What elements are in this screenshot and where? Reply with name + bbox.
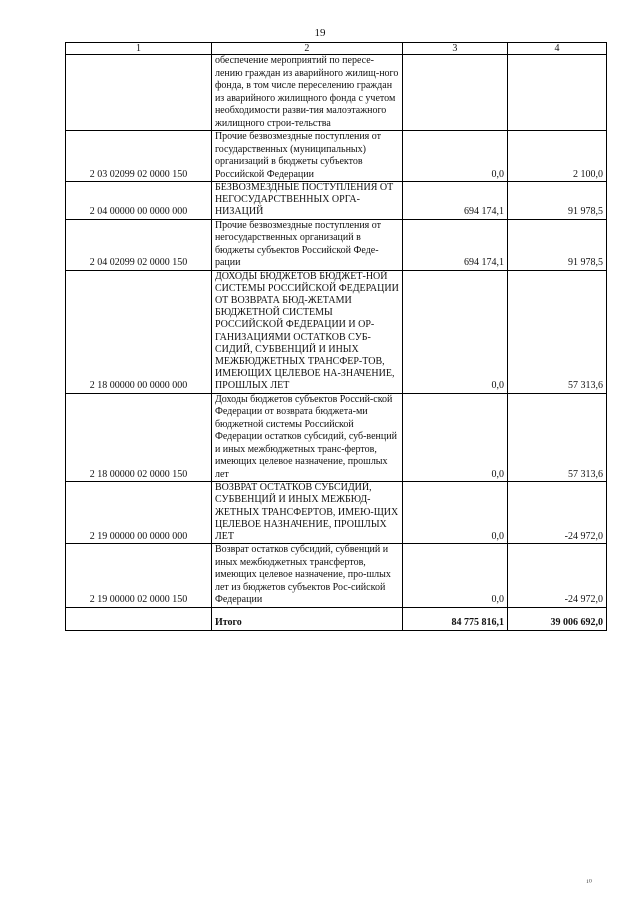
column-header-4: 4 <box>507 43 606 55</box>
table-row <box>66 55 607 131</box>
value-col3-cell: 0,0 <box>402 482 507 544</box>
table-row <box>66 544 607 608</box>
description-cell: Прочие безвозмездные поступления от государственных (муниципальных) организаций в бюджеты субъектов Российской Федерации <box>211 131 402 182</box>
corner-mark: ¹⁰ <box>586 878 592 887</box>
page-number: 19 <box>314 27 326 39</box>
budget-code-cell <box>66 55 212 131</box>
column-header-2: 2 <box>211 43 402 55</box>
total-col3-value: 84 775 816,1 <box>402 607 507 630</box>
total-row <box>66 607 607 630</box>
description-cell: Возврат остатков субсидий, субвенций и иных межбюджетных трансфертов, имеющих целевое назначение, про-шлых лет из бюджетов субъектов Рос-сийской Федерации <box>211 544 402 608</box>
budget-code-cell: 2 18 00000 00 0000 000 <box>66 270 212 393</box>
total-code-cell <box>66 607 212 630</box>
table-row <box>66 219 607 270</box>
value-col4-cell: -24 972,0 <box>507 544 606 608</box>
value-col3-cell: 0,0 <box>402 544 507 608</box>
table-row <box>66 131 607 182</box>
value-col4-cell: 91 978,5 <box>507 219 606 270</box>
budget-code-cell: 2 03 02099 02 0000 150 <box>66 131 212 182</box>
table-row <box>66 182 607 220</box>
table-row <box>66 482 607 544</box>
value-col3-cell: 0,0 <box>402 393 507 482</box>
budget-code-cell: 2 04 00000 00 0000 000 <box>66 182 212 220</box>
budget-code-cell: 2 19 00000 00 0000 000 <box>66 482 212 544</box>
total-col4-value: 39 006 692,0 <box>507 607 606 630</box>
value-col4-cell <box>507 55 606 131</box>
table-row <box>66 393 607 482</box>
value-col3-cell: 694 174,1 <box>402 219 507 270</box>
total-label: Итого <box>211 607 402 630</box>
value-col4-cell: -24 972,0 <box>507 482 606 544</box>
budget-code-cell: 2 18 00000 02 0000 150 <box>66 393 212 482</box>
description-cell: Прочие безвозмездные поступления от негосударственных организаций в бюджеты субъектов Российской Феде-рации <box>211 219 402 270</box>
table-header-row <box>66 43 607 55</box>
description-cell: Доходы бюджетов субъектов Россий-ской Федерации от возврата бюджета-ми бюджетной системы Российской Федерации остатков субсидий, суб-венций и иных межбюджетных транс-фертов, имеющих целевое назначение, прошлых лет <box>211 393 402 482</box>
table-row <box>66 270 607 393</box>
description-cell: БЕЗВОЗМЕЗДНЫЕ ПОСТУПЛЕНИЯ ОТ НЕГОСУДАРСТВЕННЫХ ОРГА-НИЗАЦИЙ <box>211 182 402 220</box>
description-cell: ВОЗВРАТ ОСТАТКОВ СУБСИДИЙ, СУБВЕНЦИЙ И ИНЫХ МЕЖБЮД-ЖЕТНЫХ ТРАНСФЕРТОВ, ИМЕЮ-ЩИХ ЦЕЛЕВОЕ НАЗНАЧЕНИЕ, ПРОШЛЫХ ЛЕТ <box>211 482 402 544</box>
budget-code-cell: 2 19 00000 02 0000 150 <box>66 544 212 608</box>
value-col3-cell: 0,0 <box>402 131 507 182</box>
value-col4-cell: 91 978,5 <box>507 182 606 220</box>
budget-code-cell: 2 04 02099 02 0000 150 <box>66 219 212 270</box>
value-col4-cell: 57 313,6 <box>507 270 606 393</box>
description-cell: ДОХОДЫ БЮДЖЕТОВ БЮДЖЕТ-НОЙ СИСТЕМЫ РОССИЙСКОЙ ФЕДЕРАЦИИ ОТ ВОЗВРАТА БЮД-ЖЕТАМИ БЮДЖЕТНОЙ СИСТЕМЫ РОССИЙСКОЙ ФЕДЕРАЦИИ И ОР-ГАНИЗАЦИЯМИ ОСТАТКОВ СУБ-СИДИЙ, СУБВЕНЦИЙ И ИНЫХ МЕЖБЮДЖЕТНЫХ ТРАНСФЕР-ТОВ, ИМЕЮЩИХ ЦЕЛЕВОЕ НА-ЗНАЧЕНИЕ, ПРОШЛЫХ ЛЕТ <box>211 270 402 393</box>
description-cell: обеспечение мероприятий по пересе-лению граждан из аварийного жилищ-ного фонда, в том числе переселению граждан из аварийного жилищного фонда с учетом необходимости разви-тия малоэтажного жилищного строи-тельства <box>211 55 402 131</box>
column-header-1: 1 <box>66 43 212 55</box>
column-header-3: 3 <box>402 43 507 55</box>
value-col4-cell: 2 100,0 <box>507 131 606 182</box>
value-col3-cell <box>402 55 507 131</box>
value-col4-cell: 57 313,6 <box>507 393 606 482</box>
value-col3-cell: 694 174,1 <box>402 182 507 220</box>
budget-revenue-table <box>65 42 607 631</box>
value-col3-cell: 0,0 <box>402 270 507 393</box>
